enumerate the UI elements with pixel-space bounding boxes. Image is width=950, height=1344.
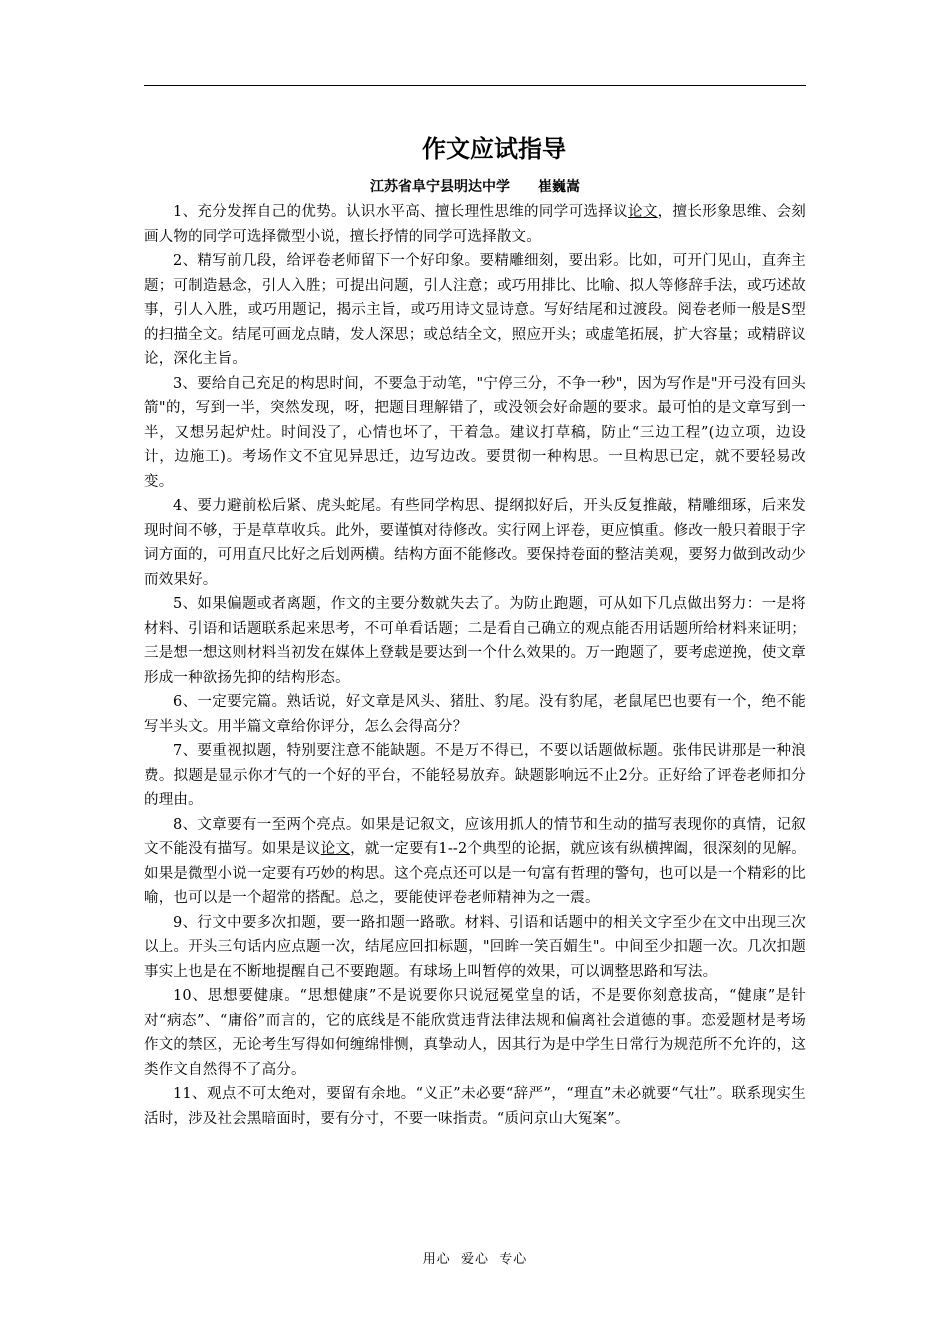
article-body <box>144 200 806 1131</box>
paragraph-11: 11、观点不可太绝对，要留有余地。“义正”未必要“辞严”，“理直”未必就要“气壮”。联系现实生活时，涉及社会黑暗面时，要有分寸，不要一味指责。“质问京山大冤案”。 <box>144 1086 806 1127</box>
essay-link[interactable]: 论文 <box>627 204 658 220</box>
paragraph-6: 6、一定要完篇。熟话说，好文章是风头、猪肚、豹尾。没有豹尾，老鼠尾巴也要有一个，绝不能写半头文。用半篇文章给你评分，怎么会得高分？ <box>144 694 806 735</box>
essay-link[interactable]: 论文 <box>320 841 351 857</box>
page-footer: 用心 爱心 专心 <box>422 1252 528 1267</box>
paragraph-8: 8、文章要有一至两个亮点。如果是记叙文，应该用抓人的情节和生动的描写表现你的真情，记叙文不能没有描写。如果是议论文，就一定要有1--2个典型的论据，就应该有纵横捭阖，很深刻的见解。如果是微型小说一定要有巧妙的构思。这个亮点还可以是一句富有哲理的警句，也可以是一个精彩的比喻，也可以是一个超常的搭配。总之，要能使评卷老师精神为之一震。 <box>144 816 806 906</box>
paragraph-2: 2、精写前几段，给评卷老师留下一个好印象。要精雕细刻，要出彩。比如，可开门见山，直奔主题；可制造悬念，引人入胜；可提出问题，引人注意；或巧用排比、比喻、拟人等修辞手法，或巧述故事，引人入胜，或巧用题记，揭示主旨，或巧用诗文显诗意。写好结尾和过渡段。阅卷老师一般是S型的扫描全文。结尾可画龙点睛，发人深思；或总结全文，照应开头；或虚笔拓展，扩大容量；或精辟议论，深化主旨。 <box>144 253 806 367</box>
paragraph-1: 1、充分发挥自己的优势。认识水平高、擅长理性思维的同学可选择议论文，擅长形象思维、会刻画人物的同学可选择微型小说，擅长抒情的同学可选择散文。 <box>144 204 806 245</box>
paragraph-9: 9、行文中要多次扣题，要一路扣题一路歌。材料、引语和话题中的相关文字至少在文中出现三次以上。开头三句话内应点题一次，结尾应回扣标题，"回眸一笑百媚生"。中间至少扣题一次。几次扣题事实上也是在不断地提醒自己不要跑题。有球场上叫暂停的效果，可以调整思路和写法。 <box>144 914 806 980</box>
paragraph-5: 5、如果偏题或者离题，作文的主要分数就失去了。为防止跑题，可从如下几点做出努力：一是将材料、引语和话题联系起来思考，不可单看话题；二是看自己确立的观点能否用话题所给材料来证明；三是想一想这则材料当初发在媒体上登载是要达到一个什么效果的。万一跑题了，要考虑逆挽，使文章形成一种欲扬先抑的结构形态。 <box>144 596 806 686</box>
paragraph-10: 10、思想要健康。“思想健康”不是说要你只说冠冕堂皇的话，不是要你刻意拔高，“健康”是针对“病态”、“庸俗”而言的，它的底线是不能欣赏违背法律法规和偏离社会道德的事。恋爱题材是考场作文的禁区，无论考生写得如何缠绵悱恻，真挚动人，因其行为是中学生日常行为规范所不允许的，这类作文自然得不了高分。 <box>144 988 806 1078</box>
author-byline: 江苏省阜宁县明达中学 崔巍嵩 <box>370 179 580 195</box>
paragraph-7: 7、要重视拟题，特别要注意不能缺题。不是万不得已，不要以话题做标题。张伟民讲那是一种浪费。拟题是显示你才气的一个好的平台，不能轻易放弃。缺题影响远不止2分。正好给了评卷老师扣分的理由。 <box>144 743 806 808</box>
header-rule <box>144 85 806 86</box>
paragraph-4: 4、要力避前松后紧、虎头蛇尾。有些同学构思、提纲拟好后，开头反复推敲，精雕细琢，后来发现时间不够，于是草草收兵。此外，要谨慎对待修改。实行网上评卷，更应慎重。修改一般只着眼于字词方面的，可用直尺比好之后划两横。结构方面不能修改。要保持卷面的整洁美观，要努力做到改动少而效果好。 <box>144 498 806 588</box>
paragraph-3: 3、要给自己充足的构思时间，不要急于动笔，"宁停三分，不争一秒"，因为写作是"开弓没有回头箭"的，写到一半，突然发现，呀，把题目理解错了，或没领会好命题的要求。最可怕的是文章写到一半，又想另起炉灶。时间没了，心情也坏了，干着急。建议打草稿，防止“三边工程”(边立项，边设计，边施工)。考场作文不宜见异思迁，边写边改。要贯彻一种构思。一旦构思已定，就不要轻易改变。 <box>144 375 806 490</box>
page-title: 作文应试指导 <box>422 135 566 163</box>
